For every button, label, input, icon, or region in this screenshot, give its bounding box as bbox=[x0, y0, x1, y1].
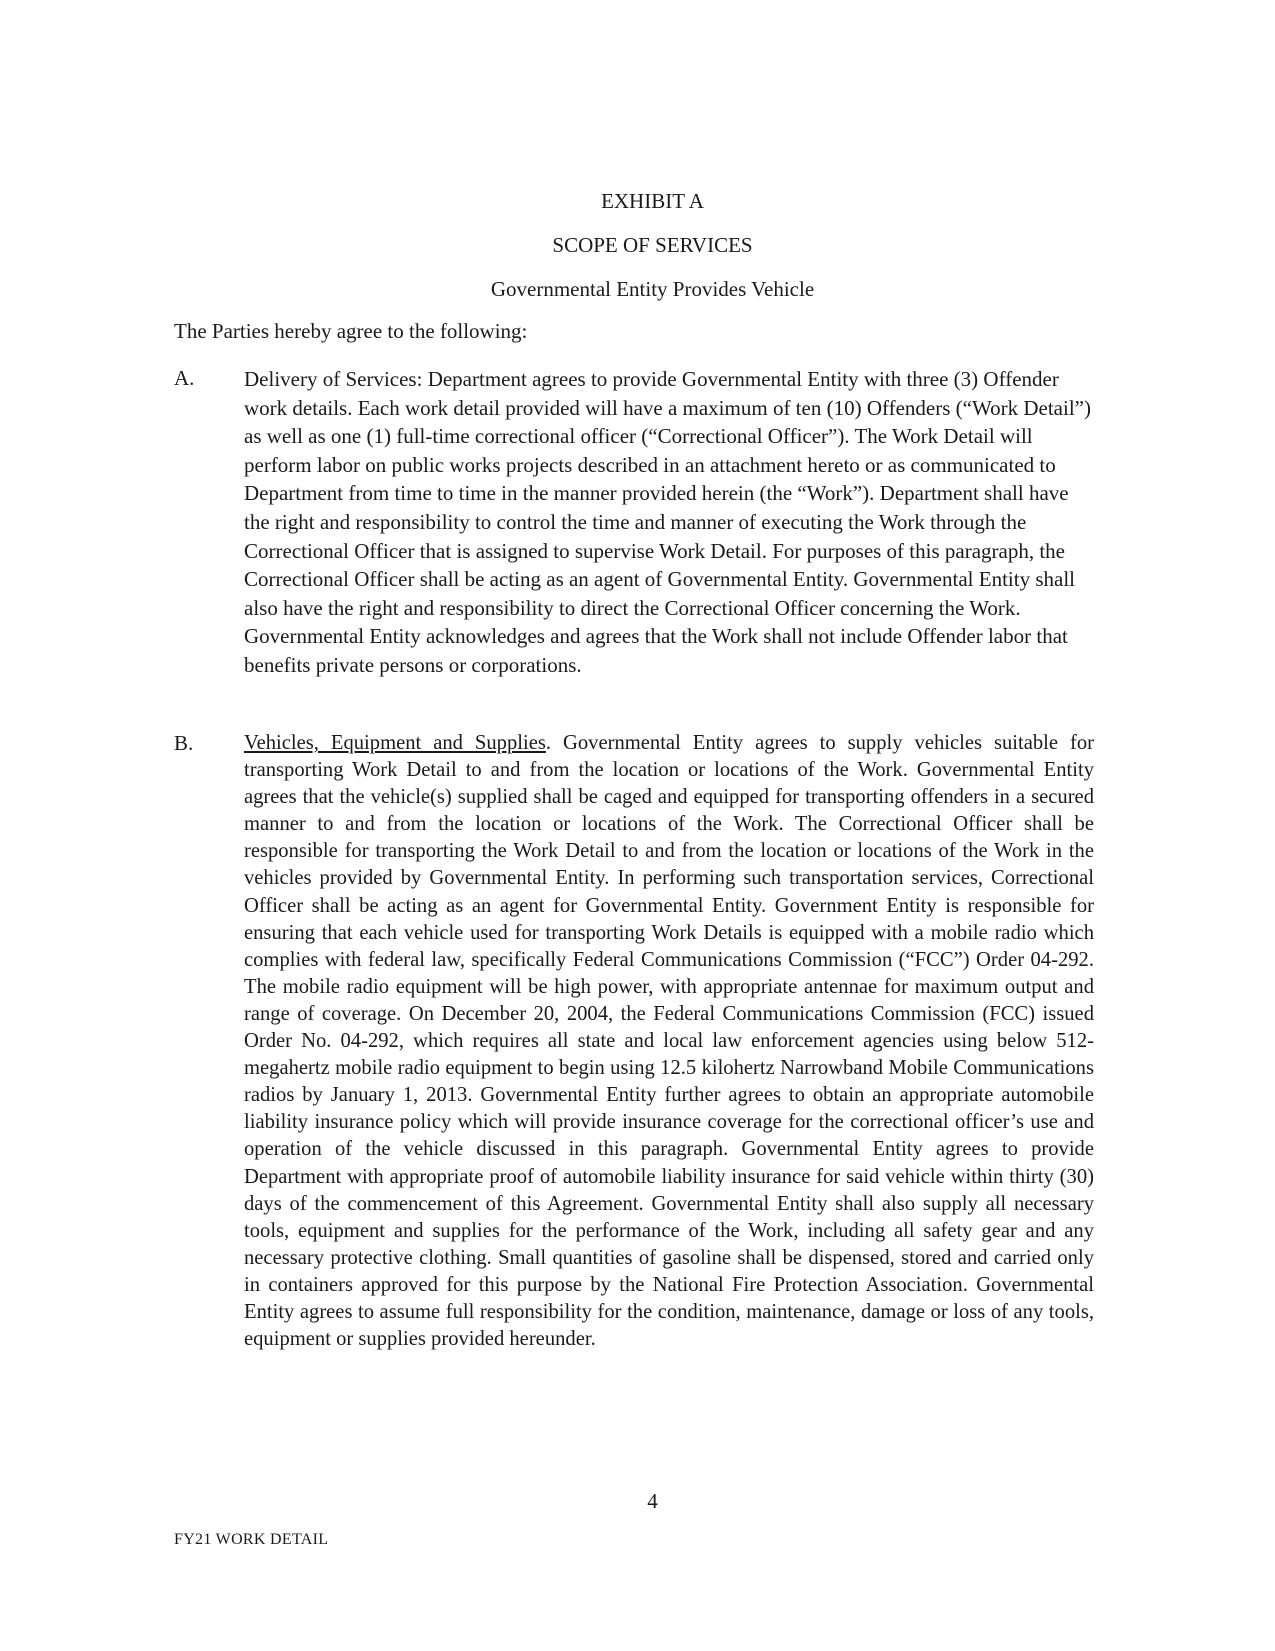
section-b-body bbox=[244, 730, 1094, 1353]
intro-paragraph: The Parties hereby agree to the following: bbox=[174, 319, 528, 343]
document-subtitle: Governmental Entity Provides Vehicle bbox=[490, 277, 815, 301]
section-b bbox=[174, 730, 1094, 1440]
section-b-text: . Governmental Entity agrees to supply vehicles suitable for transporting Work Detail to and from the location or locations of the Work. Governmental Entity agrees that the vehicle(s) supplied shall be caged and equipped for transporting offenders in a secured manner to and from the location or locations of the Work. The Correctional Officer shall be responsible for transporting the Work Detail to and from the location or locations of the Work in the vehicles provided by Governmental Entity. In performing such transportation services, Correctional Officer shall be acting as an agent for Governmental Entity. Government Entity is responsible for ensuring that each vehicle used for transporting Work Details is equipped with a mobile radio which complies with federal law, specifically Federal Communications Commission (“FCC”) Order 04-292. The mobile radio equipment will be high power, with appropriate antennae for maximum output and range of coverage. On December 20, 2004, the Federal Communications Commission (FCC) issued Order No. 04-292, which requires all state and local law enforcement agencies using below 512-megahertz mobile radio equipment to begin using 12.5 kilohertz Narrowband Mobile Communications radios by January 1, 2013. Governmental Entity further agrees to obtain an appropriate automobile liability insurance policy which will provide insurance coverage for the correctional officer’s use and operation of the vehicle discussed in this paragraph. Governmental Entity agrees to provide Department with appropriate proof of automobile liability insurance for said vehicle within thirty (30) days of the commencement of this Agreement. Governmental Entity shall also supply all necessary tools, equipment and supplies for the performance of the Work, including all safety gear and any necessary protective clothing. Small quantities of gasoline shall be dispensed, stored and carried only in containers approved for this purpose by the National Fire Protection Association. Governmental Entity agrees to assume full responsibility for the condition, maintenance, damage or loss of any tools, equipment or supplies provided hereunder. bbox=[244, 732, 1095, 1351]
exhibit-title: EXHIBIT A bbox=[601, 189, 704, 213]
section-a-text: Delivery of Services: Department agrees to provide Governmental Entity with three (3) Offender work details. Each work detail provided will have a maximum of ten (10) Offenders (“Work Detail”) as well as one (1) full-time correctional officer (“Correctional Officer”). The Work Detail will perform labor on public works projects described in an attachment hereto or as communicated to Department from time to time in the manner provided herein (the “Work”). Department shall have the right and responsibility to control the time and manner of executing the Work through the Correctional Officer that is assigned to supervise Work Detail. For purposes of this paragraph, the Correctional Officer shall be acting as an agent of Governmental Entity. Governmental Entity shall also have the right and responsibility to direct the Correctional Officer concerning the Work. Governmental Entity acknowledges and agrees that the Work shall not include Offender labor that benefits private persons or corporations. bbox=[244, 367, 1091, 677]
footer-label: FY21 WORK DETAIL bbox=[174, 1531, 329, 1548]
section-a bbox=[174, 365, 1094, 725]
page-number: 4 bbox=[647, 1489, 658, 1513]
section-marker: A. bbox=[174, 366, 195, 390]
section-marker: B. bbox=[174, 731, 194, 755]
scope-title: SCOPE OF SERVICES bbox=[552, 233, 753, 257]
section-b-heading: Vehicles, Equipment and Supplies bbox=[244, 732, 546, 754]
